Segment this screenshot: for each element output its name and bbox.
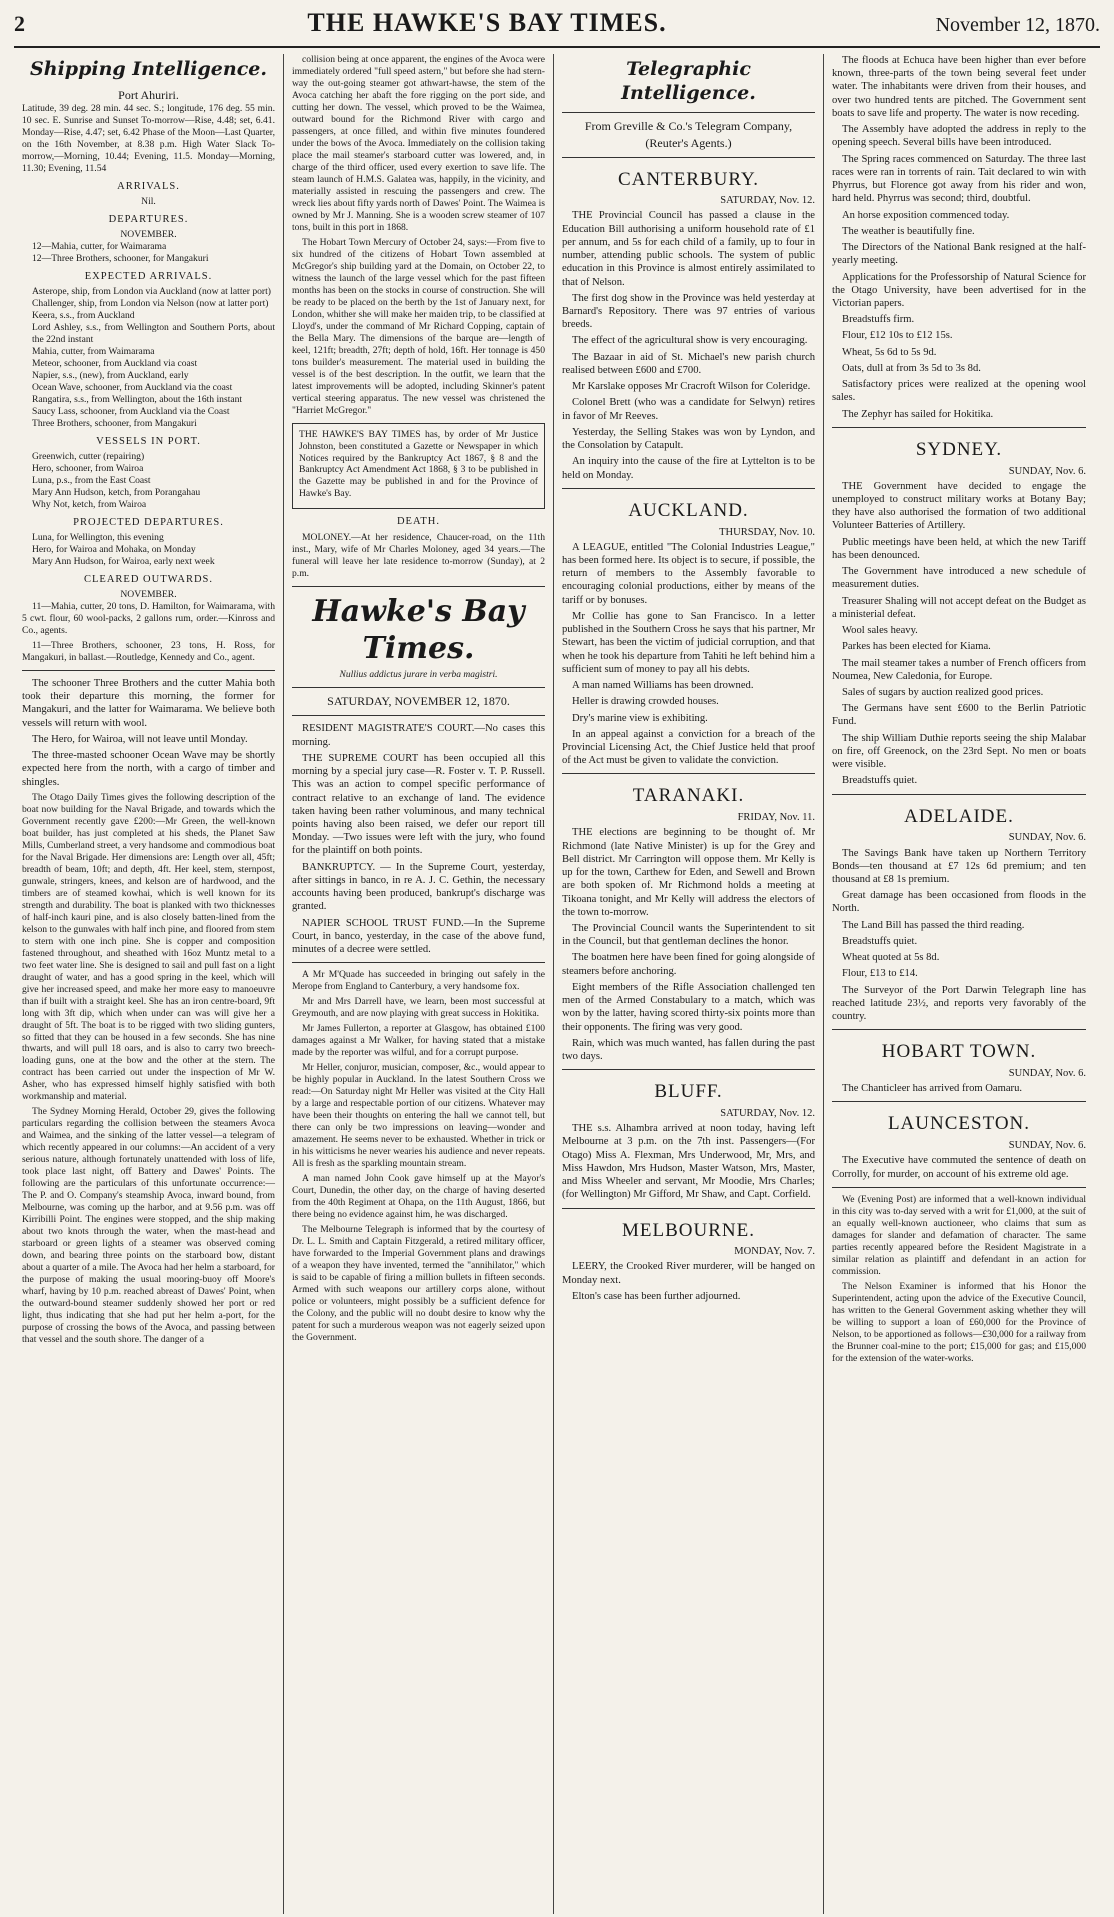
article-paragraph: Colonel Brett (who was a candidate for Selwyn) retires in favor of Mr Reeves. (562, 397, 815, 422)
month-label: NOVEMBER. (120, 589, 177, 601)
article-paragraph: Elton's case has been further adjourned. (572, 1290, 741, 1302)
column-3 (554, 54, 824, 1914)
dispatch-date: THURSDAY, Nov. 10. (719, 526, 815, 538)
motto: Nullius addictus jurare in verba magistri. (339, 669, 498, 680)
list-item: Hero, for Wairoa and Mohaka, on Monday (32, 543, 196, 555)
list-item: Greenwich, cutter (repairing) (32, 450, 145, 462)
list-item: Lord Ashley, s.s., from Wellington and Southern Ports, about the 22nd instant (32, 321, 275, 345)
list-item: Ocean Wave, schooner, from Auckland via the coast (32, 381, 233, 393)
issue-date: November 12, 1870. (935, 14, 1100, 36)
article-paragraph: The Germans have sent £600 to the Berlin Patriotic Fund. (832, 703, 1086, 728)
list-item: Hero, schooner, from Wairoa (32, 462, 144, 474)
edition-dateline: SATURDAY, NOVEMBER 12, 1870. (327, 694, 510, 709)
article-paragraph: BANKRUPTCY. — In the Supreme Court, yesterday, after sittings in banco, in re A. J. C. Gethin, the necessary accounts having been produced, bankrupt's discharge was granted. (292, 861, 545, 913)
dispatch-date: SATURDAY, Nov. 12. (720, 195, 815, 207)
article-paragraph: Breadstuffs quiet. (842, 935, 918, 947)
column-1 (14, 54, 284, 1914)
article-paragraph: Mr Heller, conjuror, musician, composer, &c., would appear to be highly popular in Auckland. In the latest Southern Cross we read:—On Saturday night Mr Heller was visited at the City Hall by a large and respectable portion of our citizens. Whatever may have been their thoughts on entering the hall we cannot tell, but there can only be two impressions on leaving—wonder and amazement. He seems never to be exhausted. Whether in trick or in his witticisms he never wearies his audience and never repeats. All is fresh as the sparkling mountain stream. (292, 1062, 545, 1170)
article-paragraph: THE elections are beginning to be thought of. Mr Richmond (late Native Minister) is up for the Grey and Bell district. Mr Carrington will oppose them. Mr Kelly is up for the town, Carthew for Eden, and Sewell and Brown are both spoken of. Mr Richmond holds a meeting at Tikoana tonight, and Mr Kelly will address the electors of the town to-morrow. (562, 827, 815, 918)
departures-list (22, 241, 275, 265)
article-paragraph: The Zephyr has sailed for Hokitika. (842, 408, 994, 420)
article-paragraph: A LEAGUE, entitled "The Colonial Industries League," has been formed here. Its object is to secure, if possible, the return of members to the Assembly favorable to encouraging colonial productions, either by means of the tariff or by bonuses. (562, 541, 815, 606)
list-item: Mary Ann Hudson, ketch, from Porangahau (32, 486, 201, 498)
expected-title: EXPECTED ARRIVALS. (84, 270, 213, 282)
article-paragraph: Flour, £12 10s to £12 15s. (842, 330, 953, 342)
list-item: 11—Three Brothers, schooner, 23 tons, H. Ross, for Mangakuri, in ballast.—Routledge, Kennedy and Co., agent. (22, 639, 275, 663)
divider (562, 488, 815, 489)
article-paragraph: Yesterday, the Selling Stakes was won by Lyndon, and the Consolation by Catapult. (562, 426, 815, 452)
divider (832, 1187, 1086, 1188)
dispatch-date: SUNDAY, Nov. 6. (1008, 465, 1086, 477)
article-paragraph: THE Provincial Council has passed a clause in the Education Bill authorising a uniform household rate of £1 per annum, and 5s for each child of a family, up to four in number, attending public schools. The system of public education in this Province is almost entirely assimilated to that of Nelson. (562, 210, 815, 288)
article-paragraph: The Sydney Morning Herald, October 29, gives the following particulars regarding the collision between the steamers Avoca and Waimea, and the sinking of the latter vessel—a telegram of which recently appeared in our columns:—An accident of a very serious nature, although fortunately unattended with loss of life, took place last night, off Battery and Dawes' Points. The following are the particulars of this unfortunate occurrence:—The P. and O. Company's steamship Avoca, inward bound, from Melbourne, was coming up the harbor, and at 9.56 p.m. was off Kirribilli Point. The engines were stopped, and the ship making about two knots through the water, when the mast-head and starboard or green lights of a steamer was observed coming down, and bearing three points on the starboard bow, distant about a quarter of a mile. The Avoca had her helm a starboard, for the purpose of making the usual mooring-buoy off Moore's wharf, having by 10 p.m. reached abreast of Dawes' Point, when the outward-bound steamer suddenly showed her port or red light, thus indicating that she had put her helm a-port, for the purpose of crossing the bows of the Avoca, and passing between that vessel and the south shore. The danger of a (22, 1106, 275, 1346)
article-paragraph: The schooner Three Brothers and the cutter Mahia both took their departure this morning, the former for Mangakuri, and the latter for Waimarama. We believe both vessels will return with wool. (22, 677, 275, 729)
divider (562, 1208, 815, 1209)
article-paragraph: LEERY, the Crooked River murderer, will be hanged on Monday next. (562, 1261, 815, 1286)
month-label: NOVEMBER. (120, 228, 177, 240)
article-paragraph: Flour, £13 to £14. (842, 968, 918, 980)
column-4 (824, 54, 1094, 1914)
divider (832, 794, 1086, 795)
article-paragraph: RESIDENT MAGISTRATE'S COURT.—No cases this morning. (292, 723, 545, 748)
dispatch-title-launceston: LAUNCESTON. (887, 1113, 1031, 1135)
divider (562, 1069, 815, 1070)
article-paragraph: The Assembly have adopted the address in reply to the opening speech. Several bills have been introduced. (832, 124, 1086, 149)
article-paragraph: The Government have introduced a new schedule of measurement duties. (832, 566, 1086, 591)
divider (832, 427, 1086, 428)
article-paragraph: The Surveyor of the Port Darwin Telegraph line has reached latitude 23½, and reports very favorably of the country. (832, 984, 1086, 1023)
article-paragraph: The ship William Duthie reports seeing the ship Malabar on fire, off Greenock, on the 23rd Sept. No men or boats were visible. (832, 732, 1086, 771)
column-2 (284, 54, 554, 1914)
article-paragraph: The Hero, for Wairoa, will not leave until Monday. (32, 733, 248, 745)
dispatch-title-auckland: AUCKLAND. (628, 499, 749, 521)
list-item: Mahia, cutter, from Waimarama (32, 345, 155, 357)
list-item: Luna, p.s., from the East Coast (32, 474, 151, 486)
cleared-list (22, 601, 275, 664)
divider (292, 687, 545, 688)
article-paragraph: Dry's marine view is exhibiting. (572, 712, 708, 724)
newspaper-flag: Hawke's Bay Times. (312, 593, 525, 666)
list-item: Why Not, ketch, from Wairoa (32, 498, 147, 510)
divider (292, 715, 545, 716)
divider (292, 586, 545, 587)
dispatch-title-adelaide: ADELAIDE. (904, 805, 1014, 827)
article-paragraph: Public meetings have been held, at which the new Tariff has been denounced. (832, 536, 1086, 561)
gazette-notice (292, 423, 545, 510)
article-paragraph: The Nelson Examiner is informed that his Honor the Superintendent, acting upon the advice of the Executive Council, has written to the General Government asking whether they will be willing to support a loan of £60,000 for the Province of Nelson, to be apportioned as follows—£30,000 for a railway from the Brunner coal-mine to the port; £15,000 for gas; and £15,000 for the extension of the water-works. (832, 1280, 1086, 1364)
death-notice: MOLONEY.—At her residence, Chaucer-road, on the 11th inst., Mary, wife of Mr Charles Moloney, aged 34 years.—The funeral will leave her late residence to-morrow (Sunday), at 2 p.m. (292, 531, 545, 579)
article-paragraph: Wheat quoted at 5s 8d. (842, 952, 940, 964)
list-item: Rangatira, s.s., from Wellington, about the 16th instant (32, 393, 243, 405)
list-item: Challenger, ship, from London via Nelson (now at latter port) (32, 297, 269, 309)
list-item: Luna, for Wellington, this evening (32, 531, 164, 543)
article-paragraph: THE s.s. Alhambra arrived at noon today, having left Melbourne at 3 p.m. on the 7th inst. Passengers—(For Otago) Miss A. Flexman, Mrs Underwood, Mr, Mrs, and Miss Hawdon, Mrs Hudson, Master Watson, Mrs, Master, and Miss Wheeler and servant, Mr Moodie, Mrs Charles; (for Wellington) Mr Gifford, Mr Shaw, and Capt. Corfield. (562, 1123, 815, 1201)
section-heading-shipping: Shipping Intelligence. (30, 58, 267, 80)
page-title: THE HAWKE'S BAY TIMES. (307, 8, 667, 37)
article-paragraph: The Land Bill has passed the third reading. (842, 919, 1025, 931)
article-paragraph: An inquiry into the cause of the fire at Lyttelton is to be held on Monday. (562, 456, 815, 481)
dispatch-date: SUNDAY, Nov. 6. (1008, 1140, 1086, 1152)
dispatch-title-hobart: HOBART TOWN. (881, 1041, 1037, 1063)
article-paragraph: A man named Williams has been drowned. (572, 680, 754, 692)
article-paragraph: The three-masted schooner Ocean Wave may be shortly expected here from the north, with a cargo of timber and shingles. (22, 750, 275, 788)
divider (832, 1029, 1086, 1030)
dispatch-date: SATURDAY, Nov. 12. (720, 1108, 815, 1120)
dispatch-title-melbourne: MELBOURNE. (622, 1219, 755, 1241)
article-paragraph: Treasurer Shaling will not accept defeat on the Budget as a ministerial defeat. (832, 595, 1086, 620)
divider (832, 1101, 1086, 1102)
dispatch-title-sydney: SYDNEY. (915, 438, 1003, 460)
article-paragraph: Mr Karslake opposes Mr Cracroft Wilson for Coleridge. (572, 381, 811, 393)
article-paragraph: THE SUPREME COURT has been occupied all this morning by a special jury case—R. Foster v. T. P. Russell. This was an action to compel specific performance of contract relative to an exchange of land. The evidence taken having been rather voluminous, and many technical points having also been raised, we defer our report till Monday. —Two issues were left with the jury, who found for the plaintiff on both points. (292, 752, 545, 857)
vessels-title: VESSELS IN PORT. (96, 435, 201, 447)
article-paragraph: The Spring races commenced on Saturday. The three last races were ran in torrents of rain. Tait declared to win with Phyrrus, but Florence got away from his rider and won, hard held. Phyrrus was second; third, doubtful. (832, 153, 1086, 205)
projected-title: PROJECTED DEPARTURES. (73, 516, 224, 528)
article-paragraph: Rain, which was much wanted, has fallen during the past two days. (562, 1037, 815, 1063)
dispatch-title-canterbury: CANTERBURY. (617, 168, 760, 190)
article-paragraph: The Executive have commuted the sentence of death on Corrolly, for murder, on account of his extreme old age. (832, 1155, 1086, 1180)
list-item: Napier, s.s., (new), from Auckland, early (32, 369, 189, 381)
dispatch-date: SUNDAY, Nov. 6. (1008, 1068, 1086, 1080)
article-paragraph: In an appeal against a conviction for a breach of the Provincial Licensing Act, the Chief Justice held that proof of the Act must be given to validate the conviction. (562, 728, 815, 767)
divider (292, 962, 545, 963)
page-number: 2 (14, 11, 25, 36)
list-item: Meteor, schooner, from Auckland via coast (32, 357, 198, 369)
telegram-source: From Greville & Co.'s Telegram Company, (584, 118, 793, 133)
article-paragraph: Wheat, 5s 6d to 5s 9d. (842, 346, 937, 358)
dispatch-title-bluff: BLUFF. (654, 1081, 723, 1103)
section-heading-telegraphic: Telegraphic Intelligence. (621, 58, 756, 104)
article-paragraph: The effect of the agricultural show is very encouraging. (572, 335, 808, 347)
telegram-agents: (Reuter's Agents.) (645, 135, 732, 150)
article-paragraph: THE Government have decided to engage the unemployed to construct military works at Botany Bay; they have also authorised the formation of two additional Volunteer Batteries of Artillery. (832, 480, 1086, 532)
article-paragraph: The Melbourne Telegraph is informed that by the courtesy of Dr. L. L. Smith and Captain Fitzgerald, a retired military officer, have forwarded to the Imperial Government plans and drawings of a weapon they have invented, termed the "annihilator," which is said to be capable of firing a million bullets in fifteen seconds. Armed with such weapons our artillery corps alone, without police or volunteers, might possibly be a sufficient defence for the Colony, and the public will no doubt desire to know why the patent for such a murderous weapon was not eagerly seized upon the Government. (292, 1224, 545, 1343)
divider (562, 157, 815, 158)
cleared-title: CLEARED OUTWARDS. (84, 573, 213, 585)
article-paragraph: The weather is beautifully fine. (842, 225, 975, 237)
article-paragraph: Oats, dull at from 3s 5d to 3s 8d. (842, 362, 981, 374)
dispatch-date: MONDAY, Nov. 7. (734, 1246, 815, 1258)
divider (562, 773, 815, 774)
list-item: 11—Mahia, cutter, 20 tons, D. Hamilton, for Waimarama, with 5 cwt. flour, 60 wool-packs, 2 gallons rum, order.—Kinross and Co., agents. (22, 601, 275, 636)
article-paragraph: Great damage has been occasioned from floods in the North. (832, 890, 1086, 915)
article-paragraph: A man named John Cook gave himself up at the Mayor's Court, Dunedin, the other day, on the charge of having deserted from the 40th Regiment at Ohapa, on the 11th August, 1866, but there being no evidence against him, he was discharged. (292, 1173, 545, 1221)
divider (22, 670, 275, 671)
vessels-list (22, 451, 275, 511)
article-paragraph: The first dog show in the Province was held yesterday at Barnard's Repository. There was 97 entries of various breeds. (562, 292, 815, 331)
article-paragraph: The Chanticleer has arrived from Oamaru. (842, 1083, 1023, 1095)
list-item: 12—Mahia, cutter, for Waimarama (32, 240, 167, 252)
article-paragraph: An horse exposition commenced today. (842, 209, 1010, 221)
article-paragraph: The Directors of the National Bank resigned at the half-yearly meeting. (832, 242, 1086, 267)
list-item: Keera, s.s., from Auckland (32, 309, 135, 321)
notice-text: THE HAWKE'S BAY TIMES has, by order of Mr Justice Johnston, been constituted a Gazette or Newspaper in which Notices required by the Bankruptcy Act 1867, § 8 and the Bankruptcy Act Amendment Act 1868, § 3 to be published in the Gazette may be published in and for the Province of Hawke's Bay. (299, 428, 538, 500)
article-paragraph: The Hobart Town Mercury of October 24, says:—From five to six hundred of the citizens of Hobart Town assembled at McGregor's ship building yard at the Domain, on October 22, to witness the launch of the large vessel which for the past fifteen months has been on the stocks in course of construction. She will be ready to be placed on the berth by the 1st of January next, for London, whither she will make her maiden trip, to be classified at Lloyd's, under the command of Mr Richard Copping, captain of the Bella Mary. The dimensions of the barque are—length of keel, 121ft; breadth, 27ft; depth of hold, 16ft. Her tonnage is 450 tons builder's measurement. The material used in building the vessel is of the best description. In the outfit, we learn that the latest improvements will be adopted, including Skinner's patent vertical steering apparatus. The new vessel was christened the "Harriet McGregor." (292, 236, 545, 416)
article-paragraph: A Mr M'Quade has succeeded in bringing out safely in the Merope from England to Canterbury, a very handsome fox. (292, 969, 545, 993)
article-paragraph: Eight members of the Rifle Association challenged ten men of the Armed Constabulary to a match, which was won by the latter, having scored thirty-six points more than their opponents. The firing was very good. (562, 981, 815, 1033)
article-paragraph: The mail steamer takes a number of French officers from Noumea, New Caledonia, for Europe. (832, 657, 1086, 682)
article-paragraph: Mr and Mrs Darrell have, we learn, been most successful at Greymouth, and are now playing with great success in Hokitika. (292, 996, 545, 1020)
port-info: Latitude, 39 deg. 28 min. 44 sec. S.; longitude, 176 deg. 55 min. 10 sec. E. Sunrise and Sunset To-morrow—Rise, 4.48; set, 6.41. Monday—Rise, 4.47; set, 6.42 Phase of the Moon—Last Quarter, on the 16th November, at 8.38 p.m. High Water Slack To-morrow,—Morning, 10.44; Evening, 11.5. Monday—Morning, 11.30; Evening, 11.54 (22, 102, 275, 174)
expected-list (22, 286, 275, 430)
article-paragraph: Breadstuffs quiet. (842, 775, 918, 787)
article-paragraph: The boatmen here have been fined for going alongside of steamers before anchoring. (562, 952, 815, 977)
article-paragraph: Parkes has been elected for Kiama. (842, 641, 991, 653)
arrivals-title: ARRIVALS. (117, 180, 180, 192)
death-title: DEATH. (396, 516, 441, 528)
article-paragraph: Applications for the Professorship of Natural Science for the Otago University, have been advertised for in the Victorian papers. (832, 271, 1086, 309)
article-paragraph: collision being at once apparent, the engines of the Avoca were immediately ordered "full speed astern," but before she had stern-way the out-going steamer got athwart-hawse, the stem of the Avoca catching her abaft the fore rigging on the port side, and cutting her down. The vessel, which proved to be the Waimea, outward bound for the Richmond River with cargo and passengers, at once filled, and within five minutes foundered under the bows of the Avoca. Immediately on the collision taking place the mail steamer's starboard cutter was lowered, and, in charge of the third officer, used every exertion to save life. The steam launch of H.M.S. Galatea was, happily, in the vicinity, and materially assisted in rescuing the passengers and crew. The wreck lies about fifty yards north of Dawes' Point. The Waimea is owned by Mr J. Manning. She is a wooden screw steamer of 107 tons, built in this port in 1868. (292, 54, 545, 233)
article-paragraph: The Otago Daily Times gives the following description of the boat now building for the Naval Brigade, and towards which the Government recently gave £200:—Mr Green, the well-known boat builder, has just completed at his sheds, the Planet Saw Mills, Cumberland street, a very handsome and commodious boat for the Naval Brigade. Her dimensions are: Length over all, 45ft; breadth of beam, 10ft; and depth, 4ft. Her keel, stem, sternpost, gunwale, stringers, knees, and kelson are of hardwood, and the timbers are of steamed kowhai, which is well known for its strength and durability. The boat is planked with two thicknesses of half-inch kauri pine, and is also closely batten-lined from the kelson to the gunwales with half inch pine, and floored from stem to stern with one inch pine. She is copper and composition fastened throughout, and sheathed with 16oz Muntz metal to a two feet water line. She is designed to sail and pull fast on a light draught of water, and has a good spring in the keel, which will give her increased speed, and make her more easy to manoeuvre than if built with a straight keel. She has an iron centre-board, 9ft long with 3ft dip, which when under can was will give her a draught of 5ft. The boat is to be rigged with two sliding gunters, so fitted that they can be housed in a few seconds. She has nine thwarts, and will pull 18 oars, and is also to carry two breech-loading guns, one at the bow and the other at the stern. The contract has been carried out under the inspection of Mr W. Asher, who has expressed himself highly satisfied with both workmanship and material. (22, 791, 275, 1103)
page-header (14, 8, 1100, 48)
dispatch-title-taranaki: TARANAKI. (632, 785, 745, 807)
article-paragraph: Heller is drawing crowded houses. (572, 696, 719, 708)
dispatch-date: SUNDAY, Nov. 6. (1008, 832, 1086, 844)
list-item: Saucy Lass, schooner, from Auckland via the Coast (32, 405, 230, 417)
list-item: 12—Three Brothers, schooner, for Mangakuri (32, 252, 209, 264)
projected-list (22, 532, 275, 568)
divider (562, 112, 815, 113)
article-paragraph: Satisfactory prices were realized at the opening wool sales. (832, 379, 1086, 404)
article-paragraph: Mr Collie has gone to San Francisco. In a letter published in the Southern Cross he says that his partner, Mr Stewart, has been the victim of judicial corruption, and that when he took his departure from Tahiti he left behind him a sufficient sum of money to pay all his debts. (562, 610, 815, 675)
article-paragraph: NAPIER SCHOOL TRUST FUND.—In the Supreme Court, in banco, yesterday, in the case of the above fund, minutes of a decree were settled. (292, 917, 545, 956)
list-item: Asterope, ship, from London via Auckland (now at latter port) (32, 285, 271, 297)
article-paragraph: The Provincial Council wants the Superintendent to sit in the Council, but that gentleman declines the honor. (562, 922, 815, 948)
port-name: Port Ahuriri. (118, 87, 179, 102)
article-paragraph: The floods at Echuca have been higher than ever before known, three-parts of the town being several feet under water. The inhabitants were driven from their houses, and over two hundred tents are pitched. The Government sent boats to save life and property. The water is now receding. (832, 55, 1086, 119)
article-paragraph: Mr James Fullerton, a reporter at Glasgow, has obtained £100 damages against a Mr Walker, for having stated that a mistake made by the reporter was wilful, and for a corrupt purpose. (292, 1023, 545, 1059)
article-paragraph: The Bazaar in aid of St. Michael's new parish church realised between £600 and £700. (562, 351, 815, 376)
list-item: Three Brothers, schooner, from Mangakuri (32, 417, 197, 429)
arrivals-nil: Nil. (141, 195, 156, 207)
article-paragraph: Breadstuffs firm. (842, 314, 915, 326)
article-paragraph: Sales of sugars by auction realized good prices. (842, 687, 1044, 699)
dispatch-date: FRIDAY, Nov. 11. (737, 812, 815, 824)
article-paragraph: The Savings Bank have taken up Northern Territory Bonds—ten thousand at £7 12s 6d premium; and ten thousand at £8 1s premium. (832, 847, 1086, 885)
list-item: Mary Ann Hudson, for Wairoa, early next week (32, 555, 215, 567)
article-paragraph: We (Evening Post) are informed that a well-known individual in this city was to-day served with a writ for £1,000, at the suit of an equally well-known auctioneer, who claims that sum as damages for slander and defamation of character. The same parties recently appeared before the Resident Magistrate in a similar relation as plaintiff and defendant in an action for commission. (832, 1193, 1086, 1277)
departures-title: DEPARTURES. (108, 213, 189, 225)
article-paragraph: Wool sales heavy. (842, 625, 918, 637)
